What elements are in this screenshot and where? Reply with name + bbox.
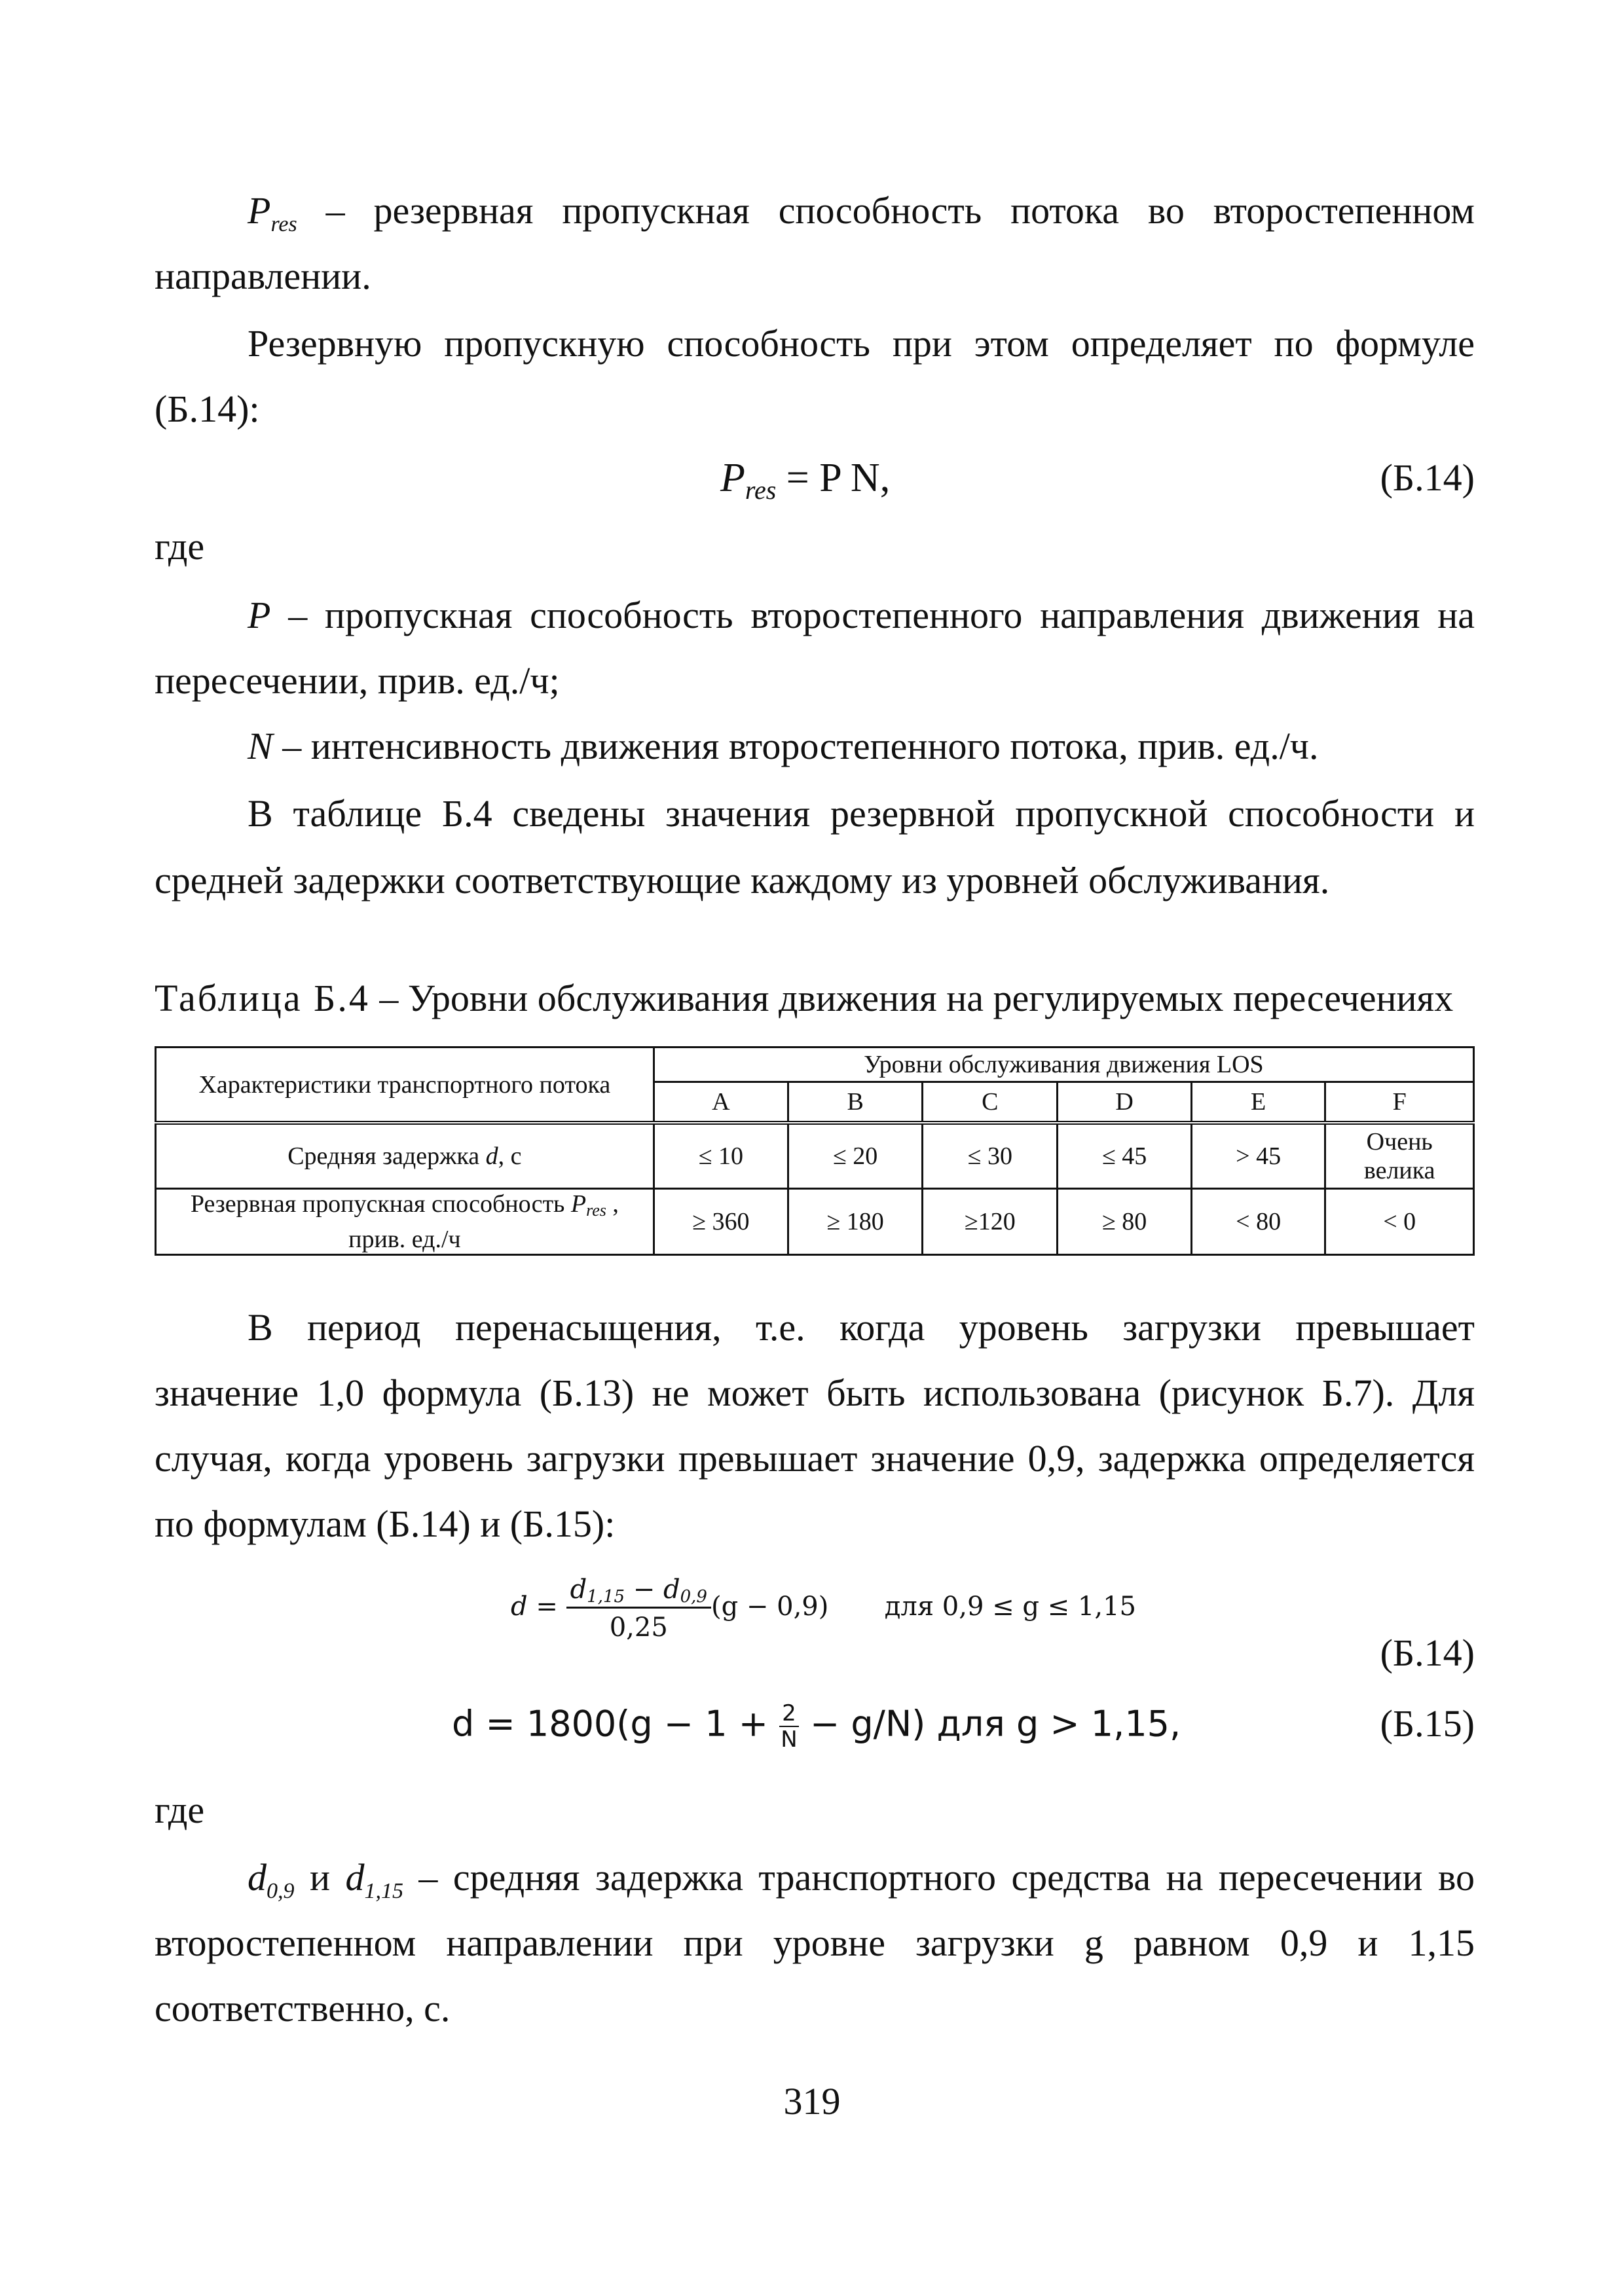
where-label-1: где xyxy=(155,525,205,568)
table-cell: ≤ 10 xyxy=(654,1123,788,1189)
table-header-level-b: B xyxy=(788,1082,923,1123)
table-cell: ≤ 20 xyxy=(788,1123,923,1189)
formula-b14: $P_{res} = P$ N, xyxy=(720,456,891,505)
formula-b14-number: (Б.14) xyxy=(1380,456,1475,499)
formula-delay-range-number: (Б.14) xyxy=(1380,1631,1475,1674)
formula-b15: d = 1800(g − 1 + $\frac{2}{N} - g/N$) для g > 1,15, xyxy=(452,1700,1181,1753)
formula-delay-fraction: $\frac{d1,15 - d0,9}{0,25}$ xyxy=(566,1575,711,1643)
definition-text: – резервная пропускная способность потока во второстепенном xyxy=(325,189,1475,232)
table-header-level-a: A xyxy=(654,1082,788,1123)
table-cell: < 80 xyxy=(1191,1189,1325,1255)
paragraph-table-intro-line2: средней задержки соответствующие каждому из уровней обслуживания. xyxy=(155,859,1330,902)
table-header-level-e: E xyxy=(1191,1082,1325,1123)
table-header-level-c: C xyxy=(923,1082,1058,1123)
table-cell: ≥ 180 xyxy=(788,1189,923,1255)
paragraph-table-intro-line1: В таблице Б.4 сведены значения резервной пропускной способности и xyxy=(248,792,1475,835)
table-header-level-f: F xyxy=(1325,1082,1474,1123)
table-row xyxy=(156,1123,1474,1189)
symbol-p: P xyxy=(248,189,271,232)
table-cell: ≥ 360 xyxy=(654,1189,788,1255)
table-row xyxy=(156,1189,1474,1255)
table-caption: Таблица Б.4 – Уровни обслуживания движения на регулируемых пересечениях xyxy=(155,977,1454,1019)
table-header-los: Уровни обслуживания движения LOS xyxy=(654,1048,1473,1082)
where-label-2: где xyxy=(155,1789,205,1831)
table-row-label-reserve: Резервная пропускная способность Pres , прив. ед./ч xyxy=(156,1189,654,1255)
table-cell: ≤ 30 xyxy=(923,1123,1058,1189)
table-cell: Очень велика xyxy=(1325,1123,1474,1189)
paragraph-pres-definition-line1 xyxy=(248,188,1475,247)
paragraph-oversaturation-line3: случая, когда уровень загрузки превышает значение 0,9, задержка определяется xyxy=(155,1437,1475,1480)
paragraph-d-definition-line1: $d_{0,9}$ и $d_{1,15}$ – средняя задержка транспортного средства на пересечении во xyxy=(248,1856,1475,1903)
page-number: 319 xyxy=(783,2080,841,2123)
paragraph-oversaturation-line4: по формулам (Б.14) и (Б.15): xyxy=(155,1503,616,1545)
paragraph-reserve-intro-line2: (Б.14): xyxy=(155,388,260,430)
table-cell: ≥120 xyxy=(923,1189,1058,1255)
formula-b15-number: (Б.15) xyxy=(1380,1702,1475,1745)
table-cell: ≤ 45 xyxy=(1058,1123,1192,1189)
paragraph-oversaturation-line2: значение 1,0 формула (Б.13) не может быть использована (рисунок Б.7). Для xyxy=(155,1372,1475,1414)
paragraph-p-definition-line2: пересечении, прив. ед./ч; xyxy=(155,659,560,702)
symbol-res-subscript: res xyxy=(270,212,297,236)
table-cell: ≥ 80 xyxy=(1058,1189,1192,1255)
paragraph-pres-definition-line2: направлении. xyxy=(155,255,371,297)
los-table xyxy=(155,1046,1475,1256)
formula-delay-range: d = $\frac{d1,15 - d0,9}{0,25}$ (g − 0,9) для 0,9 ≤ g ≤ 1,15 xyxy=(511,1575,1136,1643)
paragraph-p-definition-line1: P – пропускная способность второстепенного направления движения на xyxy=(248,594,1475,636)
paragraph-d-definition-line3: соответственно, с. xyxy=(155,1987,451,2030)
table-header-level-d: D xyxy=(1058,1082,1192,1123)
formula-b15-fraction: $\frac{2}{N}$ xyxy=(779,1701,799,1752)
paragraph-n-definition: N – интенсивность движения второстепенного потока, прив. ед./ч. xyxy=(248,725,1319,767)
table-header-characteristics: Характеристики транспортного потока xyxy=(156,1048,654,1123)
paragraph-oversaturation-line1: В период перенасыщения, т.е. когда уровень загрузки превышает xyxy=(248,1306,1475,1349)
table-cell: < 0 xyxy=(1325,1189,1474,1255)
table-cell: > 45 xyxy=(1191,1123,1325,1189)
paragraph-d-definition-line2: второстепенном направлении при уровне загрузки g равном 0,9 и 1,15 xyxy=(155,1922,1475,1964)
paragraph-reserve-intro-line1: Резервную пропускную способность при этом определяет по формуле xyxy=(248,322,1475,365)
table-row-label-delay: Средняя задержка d, с xyxy=(156,1123,654,1189)
